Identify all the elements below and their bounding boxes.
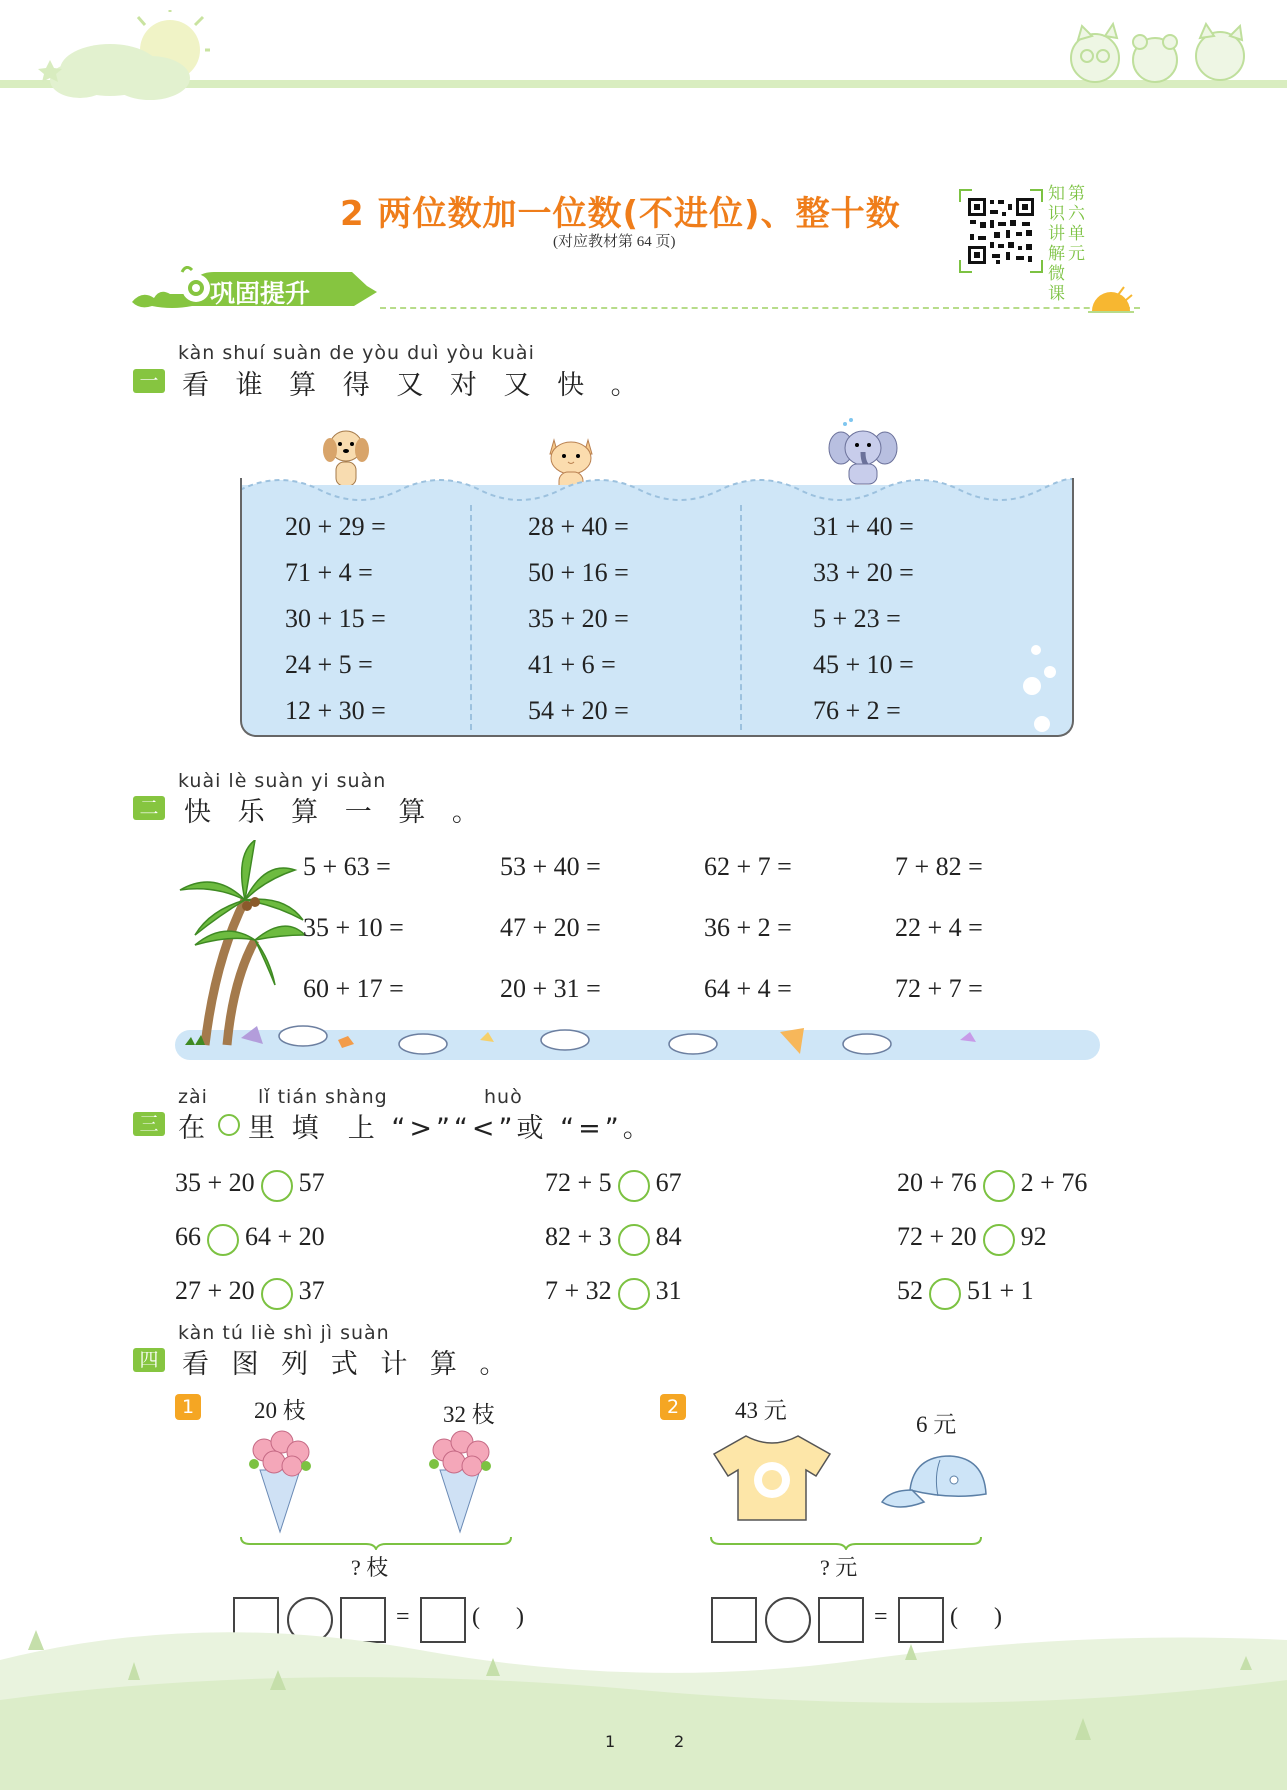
compare-left: 27 + 20	[175, 1276, 255, 1306]
equation: 62 + 7 =	[704, 852, 792, 881]
problem1-question: ? 枝	[351, 1555, 389, 1580]
textbook-reference: (对应教材第 64 页)	[553, 234, 676, 250]
compare-right: 64 + 20	[245, 1222, 325, 1252]
compare-left: 82 + 3	[545, 1222, 612, 1252]
equation: 22 + 4 =	[895, 913, 983, 942]
compare-left: 66	[175, 1222, 201, 1252]
compare-right: 67	[655, 1168, 682, 1198]
section3-number: 三	[133, 1112, 165, 1136]
equation: 28 + 40 =	[528, 512, 629, 541]
compare-item	[545, 1168, 897, 1201]
total-brace	[710, 1536, 982, 1550]
equation: 5 + 23 =	[813, 604, 901, 633]
equation: 60 + 17 =	[303, 974, 404, 1003]
compare-item	[897, 1168, 1087, 1201]
problem1-label-a: 20 枝	[254, 1398, 306, 1423]
equation: 33 + 20 =	[813, 558, 914, 587]
hills-decoration	[0, 1620, 1287, 1790]
bubbles-decoration	[1012, 640, 1062, 740]
equation: 30 + 15 =	[285, 604, 386, 633]
equals-sign: =	[396, 1604, 410, 1630]
problem2-number: 2	[660, 1394, 686, 1420]
compare-right: 31	[655, 1276, 682, 1306]
equation: 20 + 31 =	[500, 974, 601, 1003]
equation: 53 + 40 =	[500, 852, 601, 881]
page-title: 2 两位数加一位数(不进位)、整十数	[340, 194, 901, 234]
compare-left: 72 + 20	[897, 1222, 977, 1252]
section3-pinyin-huo: huò	[484, 1086, 523, 1108]
flower-bouquet-icon	[420, 1420, 500, 1538]
answer-circle[interactable]	[983, 1224, 1015, 1256]
section3-pinyin-zai: zài	[178, 1086, 208, 1108]
equation: 35 + 10 =	[303, 913, 404, 942]
equation: 35 + 20 =	[528, 604, 629, 633]
cloud-sun-decoration	[20, 10, 210, 110]
equation: 47 + 20 =	[500, 913, 601, 942]
answer-circle[interactable]	[618, 1278, 650, 1310]
total-brace	[240, 1536, 512, 1550]
section1-column-1	[285, 512, 386, 742]
answer-circle[interactable]	[983, 1170, 1015, 1202]
section3-title-b: 里 填 上 “>”“<”或 “=”。	[248, 1113, 654, 1144]
compare-item	[175, 1276, 545, 1309]
equals-sign: =	[874, 1604, 888, 1630]
section1-number: 一	[133, 369, 165, 393]
sunset-icon	[1088, 285, 1134, 315]
section3-pinyin-li: lǐ tián shàng	[258, 1086, 388, 1108]
equation: 20 + 29 =	[285, 512, 386, 541]
page-number-left: 1	[605, 1732, 616, 1751]
section2-pinyin: kuài lè suàn yi suàn	[178, 770, 387, 792]
compare-right: 57	[298, 1168, 325, 1198]
compare-item	[897, 1276, 1034, 1309]
section4-pinyin: kàn tú liè shì jì suàn	[178, 1322, 390, 1344]
problem2-label-b: 6 元	[916, 1412, 957, 1437]
compare-item	[545, 1276, 897, 1309]
compare-left: 7 + 32	[545, 1276, 612, 1306]
section1-title: 看 谁 算 得 又 对 又 快 。	[182, 370, 647, 401]
equation: 71 + 4 =	[285, 558, 373, 587]
column-divider	[740, 505, 742, 730]
compare-right: 37	[298, 1276, 325, 1306]
unit-tag-left: 知识讲解微课	[1048, 184, 1065, 304]
compare-item	[897, 1222, 1047, 1255]
problem1-number: 1	[175, 1394, 201, 1420]
compare-left: 52	[897, 1276, 923, 1306]
compare-item	[545, 1222, 897, 1255]
problem2-label-a: 43 元	[735, 1398, 787, 1423]
equation: 31 + 40 =	[813, 512, 914, 541]
section2-title: 快 乐 算 一 算 。	[184, 797, 488, 828]
section1-column-3	[813, 512, 914, 742]
problem1-label-b: 32 枝	[443, 1402, 495, 1427]
compare-left: 72 + 5	[545, 1168, 612, 1198]
section3-title-a: 在	[178, 1113, 214, 1144]
unit-blank[interactable]: ( )	[472, 1604, 524, 1630]
section4-number: 四	[133, 1348, 165, 1372]
section2-grid	[303, 852, 983, 1035]
unit-blank[interactable]: ( )	[950, 1604, 1002, 1630]
banner-label: 巩固提升	[210, 279, 311, 308]
compare-item	[175, 1222, 545, 1255]
qr-frame	[958, 188, 1044, 274]
answer-circle[interactable]	[261, 1278, 293, 1310]
answer-circle[interactable]	[261, 1170, 293, 1202]
equation: 64 + 4 =	[704, 974, 792, 1003]
answer-circle[interactable]	[618, 1170, 650, 1202]
section2-number: 二	[133, 796, 165, 820]
equation: 50 + 16 =	[528, 558, 629, 587]
section4-title: 看 图 列 式 计 算 。	[182, 1349, 514, 1380]
compare-right: 92	[1020, 1222, 1047, 1252]
section1-pinyin: kàn shuí suàn de yòu duì yòu kuài	[178, 342, 535, 364]
equation: 76 + 2 =	[813, 696, 901, 725]
circle-symbol-icon	[218, 1114, 240, 1136]
answer-circle[interactable]	[618, 1224, 650, 1256]
compare-right: 84	[655, 1222, 682, 1252]
water-waves	[240, 460, 1074, 516]
compare-left: 20 + 76	[897, 1168, 977, 1198]
equation: 12 + 30 =	[285, 696, 386, 725]
banner-divider	[380, 307, 1140, 309]
problem2-question: ? 元	[820, 1555, 858, 1580]
equation: 36 + 2 =	[704, 913, 792, 942]
equation: 7 + 82 =	[895, 852, 983, 881]
equation: 54 + 20 =	[528, 696, 629, 725]
equation: 45 + 10 =	[813, 650, 914, 679]
equation: 24 + 5 =	[285, 650, 373, 679]
compare-left: 35 + 20	[175, 1168, 255, 1198]
section1-column-2	[528, 512, 629, 742]
cap-icon	[880, 1450, 990, 1520]
page-number-right: 2	[674, 1732, 685, 1751]
compare-right: 51 + 1	[967, 1276, 1034, 1306]
equation: 5 + 63 =	[303, 852, 391, 881]
t-shirt-icon	[712, 1432, 832, 1524]
flower-bouquet-icon	[240, 1420, 320, 1538]
unit-tag	[1048, 184, 1088, 304]
unit-tag-right: 第六单元	[1068, 184, 1085, 264]
column-divider	[470, 505, 472, 730]
compare-item	[175, 1168, 545, 1201]
answer-circle[interactable]	[929, 1278, 961, 1310]
animal-faces-decoration	[1060, 20, 1260, 85]
equation: 72 + 7 =	[895, 974, 983, 1003]
compare-right: 2 + 76	[1020, 1168, 1088, 1198]
equation: 41 + 6 =	[528, 650, 616, 679]
section3-grid	[175, 1158, 1087, 1320]
answer-circle[interactable]	[207, 1224, 239, 1256]
